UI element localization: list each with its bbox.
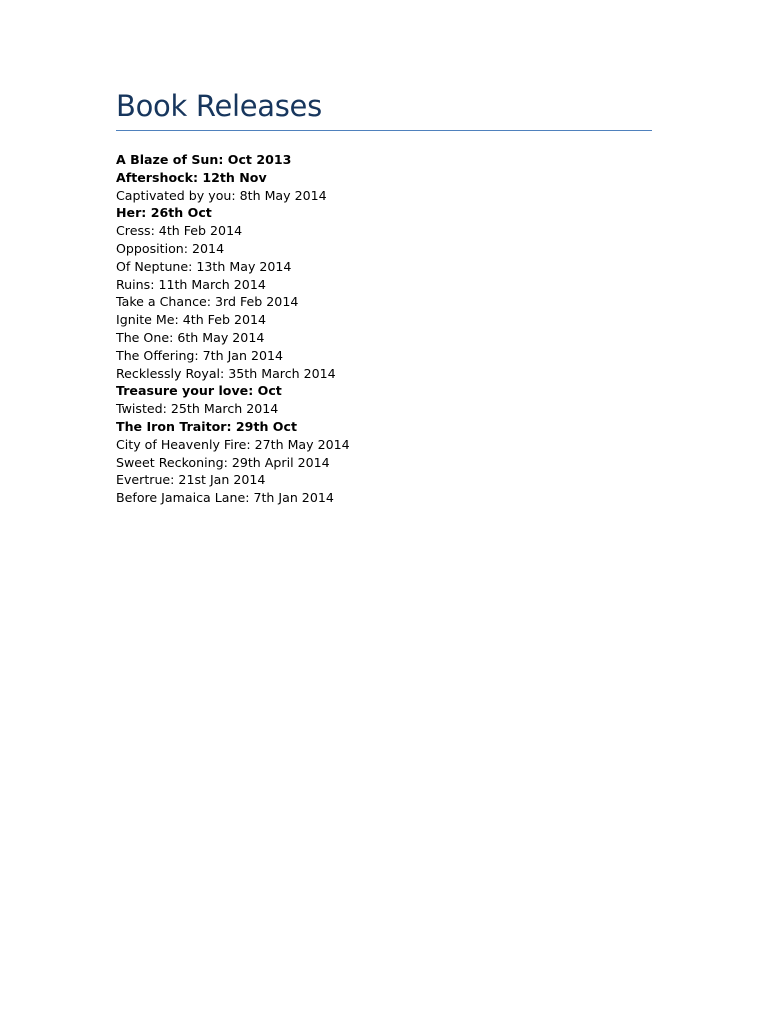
release-item: Evertrue: 21st Jan 2014 bbox=[116, 472, 266, 488]
page-title: Book Releases bbox=[116, 89, 322, 123]
release-item: Treasure your love: Oct bbox=[116, 383, 282, 399]
release-item: A Blaze of Sun: Oct 2013 bbox=[116, 152, 292, 167]
release-item: Captivated by you: 8th May 2014 bbox=[116, 187, 327, 203]
release-item: Twisted: 25th March 2014 bbox=[116, 401, 279, 417]
release-item: The Iron Traitor: 29th Oct bbox=[116, 418, 298, 434]
release-item: Ignite Me: 4th Feb 2014 bbox=[116, 312, 267, 328]
release-item: The One: 6th May 2014 bbox=[116, 329, 265, 345]
release-item: Recklessly Royal: 35th March 2014 bbox=[116, 365, 336, 381]
release-item: Of Neptune: 13th May 2014 bbox=[116, 258, 292, 274]
release-list bbox=[116, 151, 350, 507]
release-item: Aftershock: 12th Nov bbox=[116, 169, 267, 185]
release-item: Her: 26th Oct bbox=[116, 205, 212, 221]
release-item: Ruins: 11th March 2014 bbox=[116, 276, 266, 292]
release-item: Before Jamaica Lane: 7th Jan 2014 bbox=[116, 490, 334, 506]
release-item: City of Heavenly Fire: 27th May 2014 bbox=[116, 436, 350, 452]
release-item: Cress: 4th Feb 2014 bbox=[116, 223, 243, 239]
release-item: Take a Chance: 3rd Feb 2014 bbox=[116, 294, 299, 310]
release-item: The Offering: 7th Jan 2014 bbox=[116, 347, 284, 363]
release-item: Sweet Reckoning: 29th April 2014 bbox=[116, 454, 330, 470]
release-item: Opposition: 2014 bbox=[116, 240, 225, 256]
title-underline-rule bbox=[116, 130, 652, 131]
